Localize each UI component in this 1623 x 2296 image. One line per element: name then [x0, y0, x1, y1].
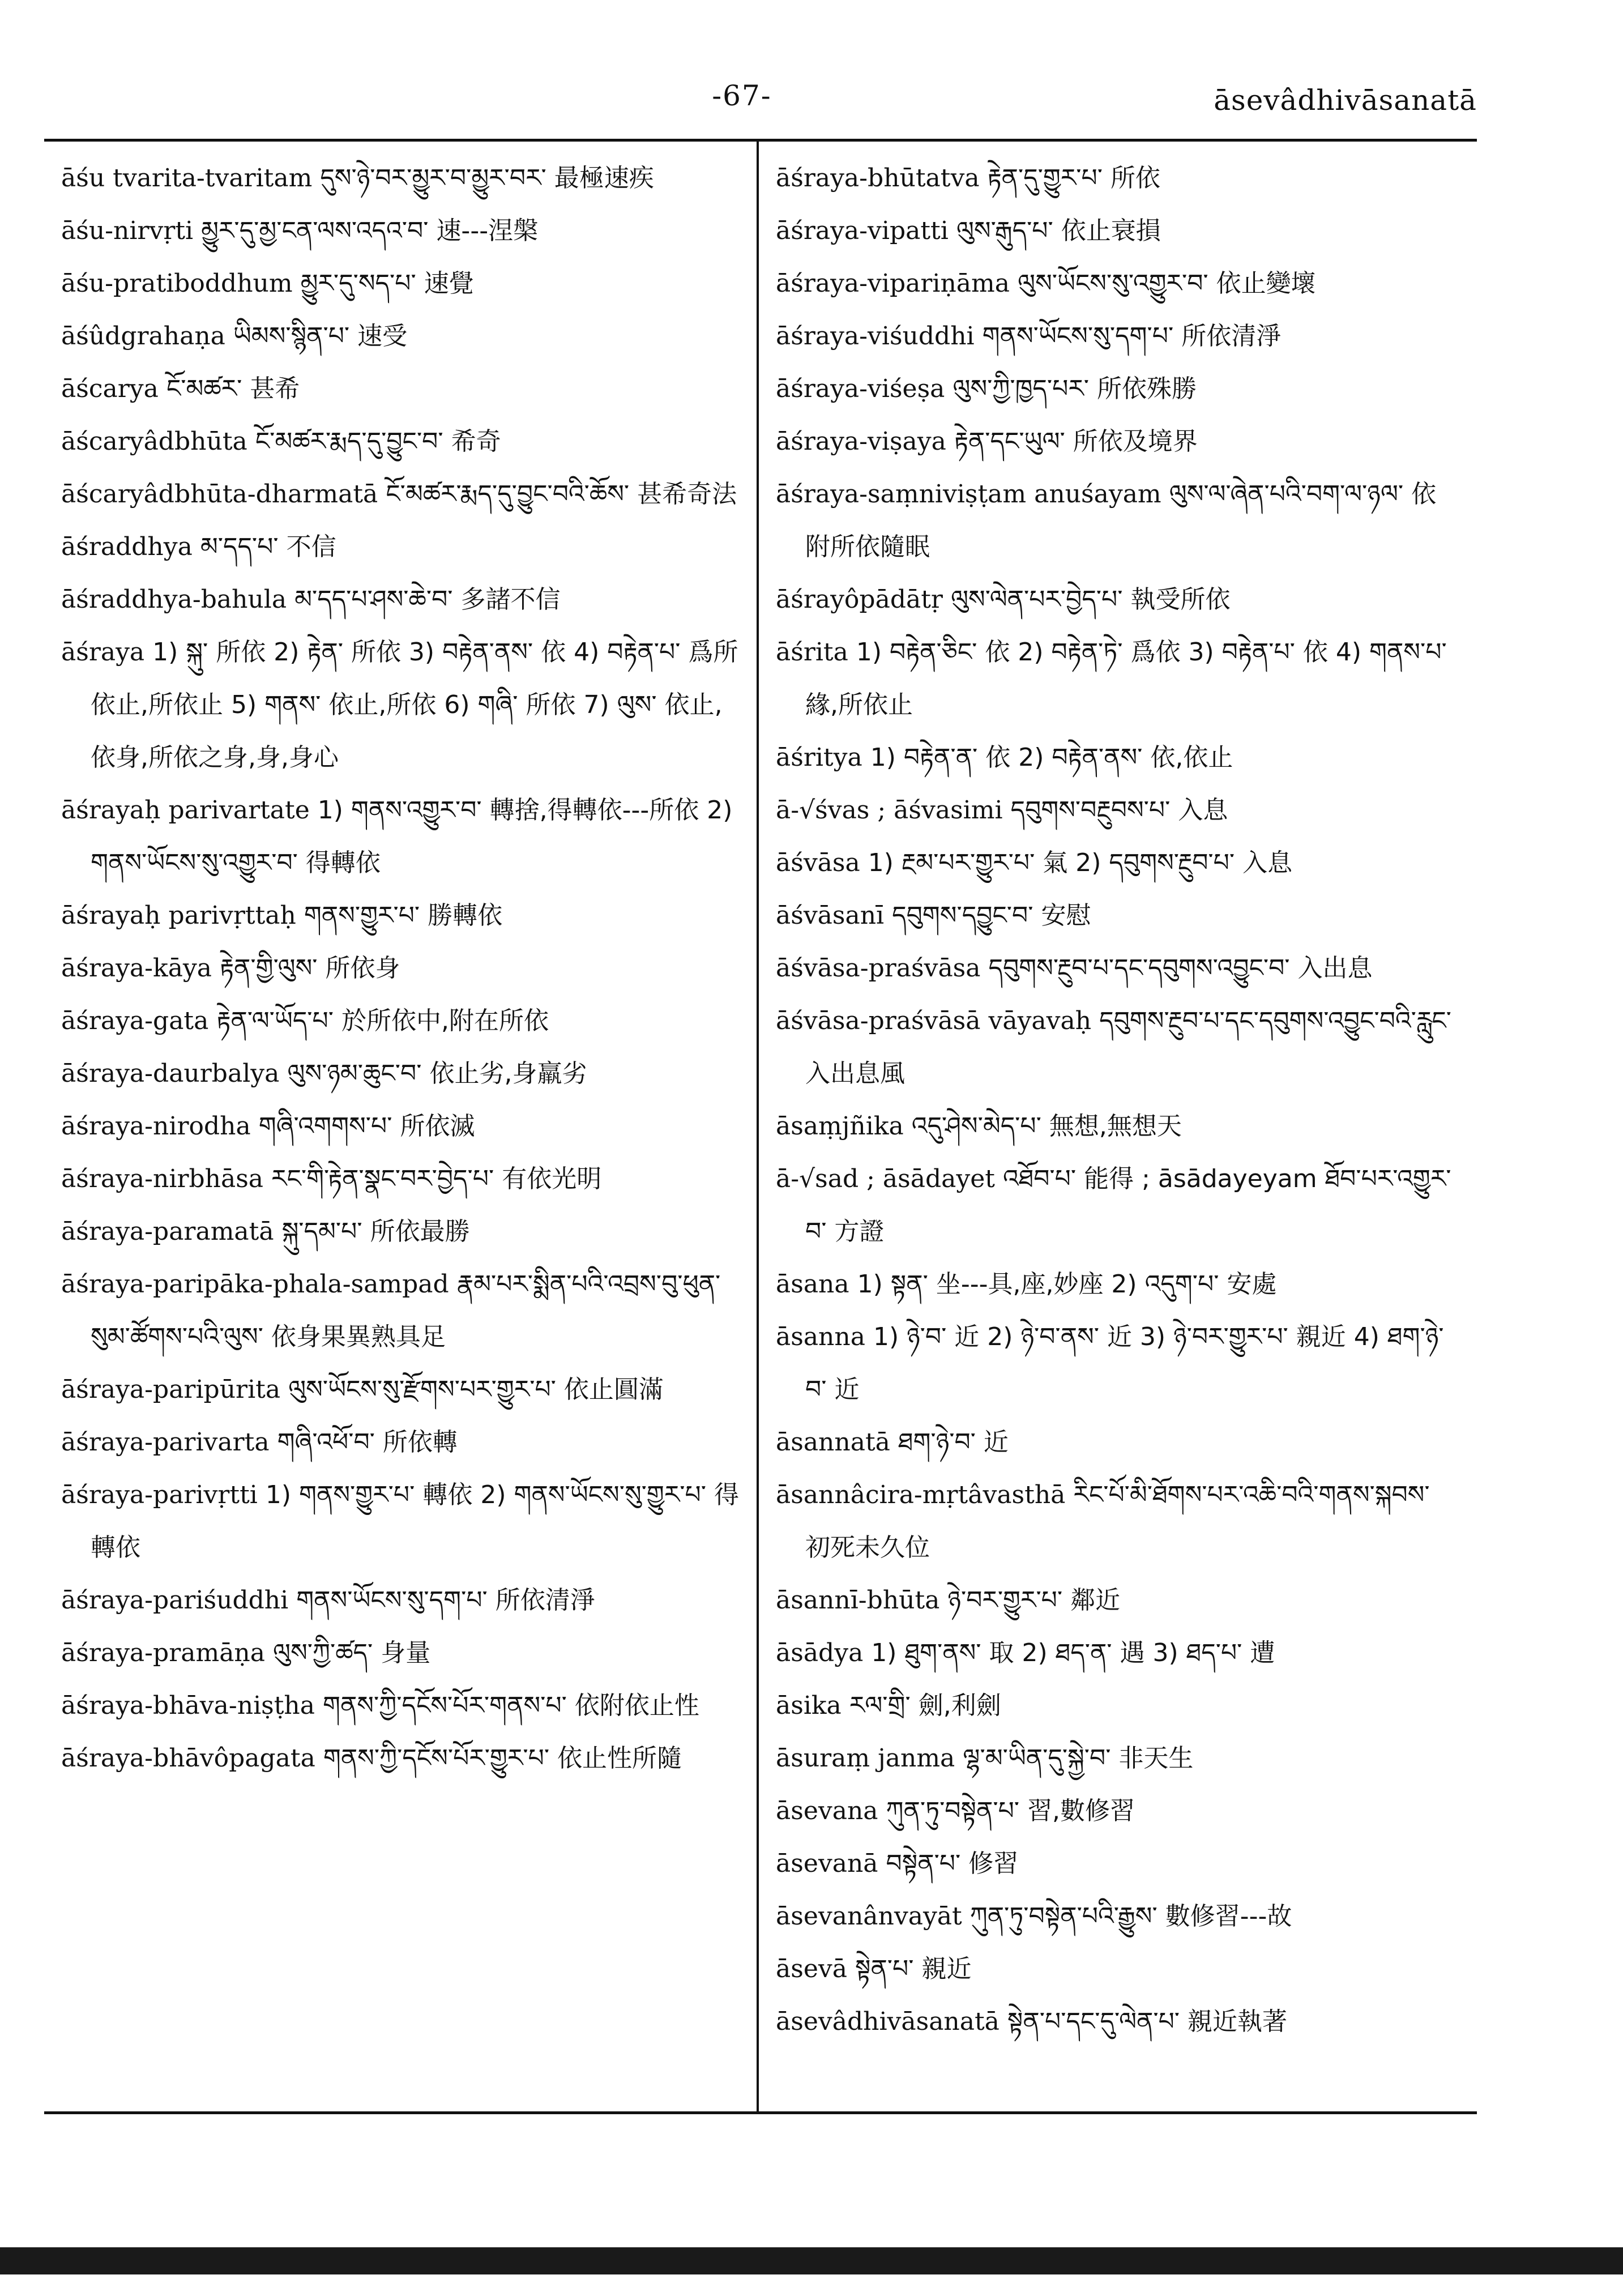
entry-tibetan: 1) གནས་གྱུར་པ་ 轉依 2) གནས་ཡོངས་སུ་གྱུར་པ་ [265, 1480, 706, 1509]
dictionary-entry [776, 1574, 1455, 1627]
dictionary-entry [61, 1047, 741, 1100]
entry-tibetan: སྟེན་པ་དང་དུ་ལེན་པ་ [1007, 2007, 1180, 2036]
entry-headword: āsevā [776, 1954, 847, 1983]
dictionary-entry [776, 1837, 1455, 1890]
entry-chinese: 入出息風 [805, 1059, 905, 1088]
entry-tibetan: རྟེན་དུ་གྱུར་པ་ [987, 164, 1103, 193]
entry-chinese: 甚希奇法 [637, 480, 737, 509]
entry-headword: āśu tvarita-tvaritam [61, 164, 313, 193]
entry-tibetan: རང་གི་རྟེན་སྣང་བར་བྱེད་པ་ [271, 1164, 494, 1193]
entry-tibetan: རྟེན་དང་ཡུལ་ [954, 427, 1065, 456]
entry-chinese: 執受所依 [1130, 585, 1231, 614]
entry-tibetan: ངོ་མཚར་ [166, 374, 242, 403]
entry-tibetan: 1) བརྟེན་ཅིང་ 依 2) བརྟེན་ཏེ་ 爲依 3) བརྟེན་པ་ 依 4) གནས་པ་ 緣,所依止 [805, 638, 1447, 719]
dictionary-entry [776, 415, 1455, 468]
entry-tibetan: ཐག་ཉེ་བ་ [898, 1428, 976, 1457]
entry-tibetan: འདུ་ཤེས་མེད་པ་ [911, 1112, 1041, 1141]
entry-tibetan: ཡིམས་སྙིན་པ་ [233, 322, 350, 351]
entry-chinese: 所依轉 [382, 1428, 458, 1457]
entry-tibetan: གནས་ཀྱི་དངོས་པོར་གནས་པ་ [322, 1691, 567, 1720]
dictionary-entry [61, 1153, 741, 1205]
entry-tibetan: དབུགས་དབྱུང་བ་ [892, 901, 1033, 930]
dictionary-entry [776, 1469, 1455, 1574]
top-rule [44, 139, 1477, 142]
entry-tibetan: གཞི་འཕོ་བ་ [277, 1428, 375, 1457]
entry-chinese: 依附所依隨眠 [805, 480, 1437, 561]
entry-chinese: 得轉依 [91, 1480, 739, 1562]
dictionary-entry [61, 257, 741, 310]
entry-headword: āścaryâdbhūta-dharmatā [61, 480, 378, 509]
dictionary-entry [776, 1943, 1455, 1995]
entry-tibetan: རལ་གྲི་ [849, 1691, 911, 1720]
left-column [61, 152, 741, 1785]
entry-tibetan: གཞི་འགགས་པ་ [258, 1112, 392, 1141]
entry-headword: āśraya-daurbalya [61, 1059, 280, 1088]
entry-tibetan: 1) སྟན་ 坐---具,座,妙座 2) འདུག་པ་ [857, 1270, 1219, 1299]
entry-headword: āścarya [61, 374, 159, 403]
entry-chinese: 依附依止性 [574, 1691, 699, 1720]
dictionary-entry [776, 152, 1455, 204]
entry-tibetan: ཀུན་ཏུ་བསྟེན་པའི་རྒྱུས་ [969, 1902, 1158, 1931]
entry-chinese: 近 [983, 1428, 1009, 1457]
entry-chinese: 習,數修習 [1027, 1796, 1135, 1825]
dictionary-entry [61, 626, 741, 784]
dictionary-entry [776, 1100, 1455, 1153]
entry-chinese: 所依清淨 [1181, 322, 1282, 351]
entry-chinese: 安慰 [1041, 901, 1091, 930]
dictionary-entry [776, 310, 1455, 362]
entry-headword: āśraya-pariśuddhi [61, 1586, 289, 1615]
entry-chinese: 親近 [921, 1954, 972, 1983]
entry-tibetan: 1) ཐུག་ནས་ 取 2) ཐད་ན་ 遇 3) ཐད་པ་ [871, 1638, 1242, 1667]
dictionary-entry [61, 784, 741, 889]
dictionary-entry [776, 468, 1455, 573]
entry-headword: āśraddhya-bahula [61, 585, 287, 614]
entry-chinese: 親近執著 [1188, 2007, 1288, 2036]
dictionary-entry [61, 1258, 741, 1363]
scan-footer-bar [0, 2247, 1623, 2274]
entry-tibetan: དབུགས་རྔུབ་པ་དང་དབུགས་འབྱུང་བ་ [988, 954, 1290, 983]
entry-tibetan: གནས་ཡོངས་སུ་དག་པ་ [296, 1586, 488, 1615]
dictionary-entry [61, 1679, 741, 1732]
entry-tibetan: ལུས་ཀྱི་ཁྱད་པར་ [953, 374, 1089, 403]
entry-tibetan: སྐུ་དམ་པ་ [281, 1217, 362, 1246]
entry-headword: āśraya-kāya [61, 954, 212, 983]
entry-tibetan: ལུས་ལེན་པར་བྱེད་པ་ [950, 585, 1123, 614]
entry-chinese: 初死未久位 [805, 1533, 930, 1562]
entry-chinese: 劍,利劍 [918, 1691, 1001, 1720]
dictionary-entry [776, 784, 1455, 837]
entry-chinese: 數修習---故 [1165, 1902, 1292, 1931]
entry-chinese: 安處 [1227, 1270, 1277, 1299]
entry-headword: āsaṃjñika [776, 1112, 904, 1141]
entry-tibetan: རྟེན་ལ་ཡོད་པ་ [216, 1006, 334, 1035]
entry-headword: āśraya-saṃniviṣṭam anuśayam [776, 480, 1161, 509]
entry-tibetan: ལུས་ཉམ་ཆུང་བ་ [287, 1059, 422, 1088]
entry-headword: āśvāsa-praśvāsa [776, 954, 981, 983]
entry-chinese: 速---涅槃 [436, 216, 539, 245]
dictionary-entry [776, 204, 1455, 257]
entry-chinese: 所依滅 [400, 1112, 475, 1141]
dictionary-entry [61, 204, 741, 257]
dictionary-entry [776, 889, 1455, 942]
entry-chinese: 依身果異熟具足 [271, 1322, 446, 1351]
entry-tibetan: ངོ་མཚར་རྨད་དུ་བྱུང་བ་ [255, 427, 443, 456]
entry-headword: āśraya-bhūtatva [776, 164, 980, 193]
entry-tibetan: ཉེ་བར་གྱུར་པ་ [947, 1586, 1063, 1615]
dictionary-entry [61, 415, 741, 468]
entry-headword: āśraya-paripāka-phala-sampad [61, 1270, 449, 1299]
entry-chinese: 非天生 [1118, 1744, 1194, 1773]
entry-chinese: 鄰近 [1070, 1586, 1121, 1615]
entry-chinese: 依止圓滿 [563, 1375, 664, 1404]
dictionary-entry [61, 1100, 741, 1153]
entry-headword: āsevâdhivāsanatā [776, 2007, 1000, 2036]
entry-chinese: 依止劣,身羸劣 [429, 1059, 587, 1088]
entry-chinese: 速受 [357, 322, 408, 351]
entry-headword: āśu-nirvṛti [61, 216, 194, 245]
dictionary-entry [776, 837, 1455, 889]
entry-headword: āśu-pratiboddhum [61, 269, 293, 298]
entry-tibetan: མ་དད་པ་ [200, 532, 279, 561]
entry-headword: āśrita [776, 638, 848, 667]
column-divider [757, 139, 759, 2114]
dictionary-entry [776, 626, 1455, 731]
entry-tibetan: འཐོབ་པ་ 能得 ; āsādayeyam ཐོབ་པར་འགྱུར་བ་ [805, 1164, 1451, 1246]
running-head: āsevâdhivāsanatā [1214, 84, 1477, 117]
entry-tibetan: ཀུན་ཏུ་བསྟེན་པ་ [886, 1796, 1020, 1825]
dictionary-entry [776, 1679, 1455, 1732]
entry-headword: āsannâcira-mṛtâvasthā [776, 1480, 1066, 1509]
entry-chinese: 希奇 [451, 427, 501, 456]
dictionary-entry [61, 1205, 741, 1258]
entry-chinese: 勝轉依 [428, 901, 503, 930]
dictionary-entry [61, 889, 741, 942]
dictionary-entry [776, 995, 1455, 1100]
entry-chinese: 最極速疾 [554, 164, 654, 193]
dictionary-entry [776, 1416, 1455, 1469]
entry-chinese: 遭 [1250, 1638, 1275, 1667]
entry-chinese: 入出息 [1297, 954, 1373, 983]
entry-headword: āśvāsa-praśvāsā vāyavaḥ [776, 1006, 1092, 1035]
entry-headword: āśraya-gata [61, 1006, 209, 1035]
entry-chinese: 所依殊勝 [1097, 374, 1197, 403]
entry-chinese: 於所依中,附在所依 [341, 1006, 549, 1035]
entry-headword: āśraya-viśuddhi [776, 322, 975, 351]
entry-chinese: 依止衰損 [1061, 216, 1161, 245]
entry-chinese: 身量 [381, 1638, 431, 1667]
entry-tibetan: ལུས་ཡོངས་སུ་འགྱུར་བ་ [1018, 269, 1208, 298]
entry-chinese: 速覺 [424, 269, 474, 298]
entry-headword: āśraya-bhāvôpagata [61, 1744, 315, 1773]
dictionary-entry [61, 362, 741, 415]
dictionary-entry [776, 1153, 1455, 1258]
entry-headword: āsika [776, 1691, 842, 1720]
entry-headword: āśraya-vipatti [776, 216, 949, 245]
entry-tibetan: ལུས་ཡོངས་སུ་རྫོགས་པར་གྱུར་པ་ [288, 1375, 556, 1404]
entry-tibetan: 1) གནས་འགྱུར་བ་ 轉捨,得轉依---所依 2) གནས་ཡོངས་སུ་འགྱུར་བ་ [91, 796, 733, 877]
entry-headword: āsannī-bhūta [776, 1586, 940, 1615]
entry-headword: āśraya-pramāṇa [61, 1638, 265, 1667]
entry-headword: āśraya-viśeṣa [776, 374, 945, 403]
entry-tibetan: ངོ་མཚར་རྨད་དུ་བྱུང་བའི་ཆོས་ [386, 480, 630, 509]
entry-chinese: 得轉依 [305, 848, 381, 877]
entry-headword: ā-√śvas ; āśvasimi [776, 796, 1003, 825]
dictionary-entry [776, 1311, 1455, 1416]
entry-headword: āśraya-paripūrita [61, 1375, 281, 1404]
entry-chinese: 無想,無想天 [1049, 1112, 1182, 1141]
entry-tibetan: 1) ཉེ་བ་ 近 2) ཉེ་བ་ནས་ 近 3) ཉེ་བར་གྱུར་པ་ 親近 4) ཐག་ཉེ་བ་ [805, 1322, 1444, 1404]
dictionary-entry [776, 1258, 1455, 1311]
entry-tibetan: དབུགས་རྔུབ་པ་དང་དབུགས་འབྱུང་བའི་རླུང་ [1099, 1006, 1451, 1035]
entry-headword: āśraya-parivarta [61, 1428, 270, 1457]
entry-tibetan: མ་དད་པ་ཤས་ཆེ་བ་ [294, 585, 453, 614]
entry-headword: āśûdgrahaṇa [61, 322, 225, 351]
dictionary-entry [776, 257, 1455, 310]
dictionary-entry [61, 1469, 741, 1574]
dictionary-entry [776, 362, 1455, 415]
entry-chinese: 甚希 [250, 374, 300, 403]
entry-tibetan: རིང་པོ་མི་ཐོགས་པར་འཆི་བའི་གནས་སྐབས་ [1073, 1480, 1430, 1509]
entry-chinese: 方證 [834, 1217, 885, 1246]
entry-headword: āsevanā [776, 1849, 878, 1878]
dictionary-entry [776, 1995, 1455, 2048]
entry-headword: āsannatā [776, 1428, 890, 1457]
dictionary-entry [61, 1732, 741, 1785]
entry-chinese: 依止變壞 [1216, 269, 1316, 298]
entry-tibetan: ལུས་ཀྱི་ཚད་ [273, 1638, 373, 1667]
entry-tibetan: རྣམ་པར་སྨིན་པའི་འབྲས་བུ་ཕུན་སུམ་ཚོགས་པའི་ལུས་ [91, 1270, 721, 1351]
entry-headword: āśrayaḥ parivṛttaḥ [61, 901, 296, 930]
entry-tibetan: མྱུར་དུ་མྱ་ངན་ལས་འདའ་བ་ [201, 216, 429, 245]
entry-chinese: 所依身 [325, 954, 400, 983]
entry-tibetan: མྱུར་དུ་སད་པ་ [300, 269, 416, 298]
entry-headword: āśraya-nirbhāsa [61, 1164, 264, 1193]
entry-tibetan: སྟེན་པ་ [855, 1954, 914, 1983]
entry-tibetan: དབུགས་བརྔུབས་པ་ [1010, 796, 1171, 825]
entry-chinese: 有依光明 [502, 1164, 602, 1193]
entry-tibetan: གནས་གྱུར་པ་ [304, 901, 420, 930]
dictionary-entry [61, 995, 741, 1047]
entry-tibetan: 1) རྔམ་པར་གྱུར་པ་ 氣 2) དབུགས་རྔུབ་པ་ [868, 848, 1235, 877]
entry-headword: āścaryâdbhūta [61, 427, 247, 456]
entry-tibetan: དུས་ཉེ་བར་མྱུར་བ་མྱུར་བར་ [320, 164, 546, 193]
entry-headword: āśvāsanī [776, 901, 885, 930]
entry-headword: āsana [776, 1270, 849, 1299]
entry-chinese: 依止性所隨 [557, 1744, 682, 1773]
entry-tibetan: ལྷ་མ་ཡིན་དུ་སྐྱེ་བ་ [963, 1744, 1111, 1773]
dictionary-entry [61, 468, 741, 520]
entry-chinese: 近 [834, 1375, 860, 1404]
entry-chinese: 所依及境界 [1073, 427, 1198, 456]
page-number: -67- [712, 79, 772, 112]
entry-headword: āśrayaḥ parivartate [61, 796, 310, 825]
dictionary-entry [61, 1416, 741, 1469]
entry-chinese: 依,依止 [1150, 743, 1233, 772]
dictionary-entry [776, 573, 1455, 626]
entry-chinese: 入息 [1178, 796, 1228, 825]
entry-headword: āsevanânvayāt [776, 1902, 962, 1931]
entry-tibetan: གནས་ཡོངས་སུ་དག་པ་ [982, 322, 1174, 351]
entry-headword: āsanna [776, 1322, 865, 1351]
entry-chinese: 所依 [1110, 164, 1160, 193]
entry-tibetan: གནས་ཀྱི་དངོས་པོར་གྱུར་པ་ [323, 1744, 550, 1773]
entry-tibetan: རྟེན་གྱི་ལུས་ [220, 954, 318, 983]
entry-headword: āśraya-bhāva-niṣṭha [61, 1691, 315, 1720]
bottom-rule [44, 2111, 1477, 2114]
entry-chinese: 修習 [968, 1849, 1019, 1878]
entry-headword: āsuraṃ janma [776, 1744, 955, 1773]
dictionary-entry [61, 1574, 741, 1627]
entry-headword: āśraya-nirodha [61, 1112, 251, 1141]
dictionary-entry [61, 152, 741, 204]
dictionary-entry [776, 1627, 1455, 1679]
dictionary-entry [61, 310, 741, 362]
entry-chinese: 不信 [286, 532, 336, 561]
entry-tibetan: 1) བརྟེན་ན་ 依 2) བརྟེན་ནས་ [870, 743, 1143, 772]
entry-headword: āśraddhya [61, 532, 193, 561]
entry-chinese: 所依最勝 [370, 1217, 470, 1246]
dictionary-entry [776, 731, 1455, 784]
entry-chinese: 入息 [1242, 848, 1293, 877]
entry-headword: āśvāsa [776, 848, 860, 877]
entry-headword: ā-√sad ; āsādayet [776, 1164, 995, 1193]
dictionary-entry [61, 942, 741, 995]
dictionary-entry [61, 573, 741, 626]
entry-headword: āśrayôpādātṛ [776, 585, 943, 614]
dictionary-entry [61, 1363, 741, 1416]
dictionary-entry [776, 1732, 1455, 1785]
entry-headword: āśraya-parivṛtti [61, 1480, 258, 1509]
entry-headword: āsevana [776, 1796, 878, 1825]
entry-tibetan: ལུས་རྒུད་པ་ [956, 216, 1053, 245]
right-column [776, 152, 1455, 2048]
dictionary-entry [776, 942, 1455, 995]
entry-headword: āśraya-paramatā [61, 1217, 274, 1246]
entry-headword: āśraya-vipariṇāma [776, 269, 1010, 298]
dictionary-entry [776, 1890, 1455, 1943]
entry-chinese: 所依清淨 [495, 1586, 595, 1615]
entry-tibetan: བསྟེན་པ་ [886, 1849, 961, 1878]
entry-headword: āśritya [776, 743, 862, 772]
dictionary-entry [776, 1785, 1455, 1837]
dictionary-entry [61, 1627, 741, 1679]
dictionary-entry [61, 520, 741, 573]
entry-headword: āśraya [61, 638, 145, 667]
entry-chinese: 多諸不信 [460, 585, 561, 614]
entry-tibetan: 1) སྐུ་ 所依 2) རྟེན་ 所依 3) བརྟེན་ནས་ 依 4) བརྟེན་པ་ 爲所依止,所依止 5) གནས་ 依止,所依 6) གཞི་ 所依 7) ལུས་ 依止,依身,所依之身,身,身心 [91, 638, 738, 772]
entry-headword: āsādya [776, 1638, 864, 1667]
entry-headword: āśraya-viṣaya [776, 427, 946, 456]
entry-tibetan: ལུས་ལ་ཞེན་པའི་བག་ལ་ཉལ་ [1169, 480, 1404, 509]
